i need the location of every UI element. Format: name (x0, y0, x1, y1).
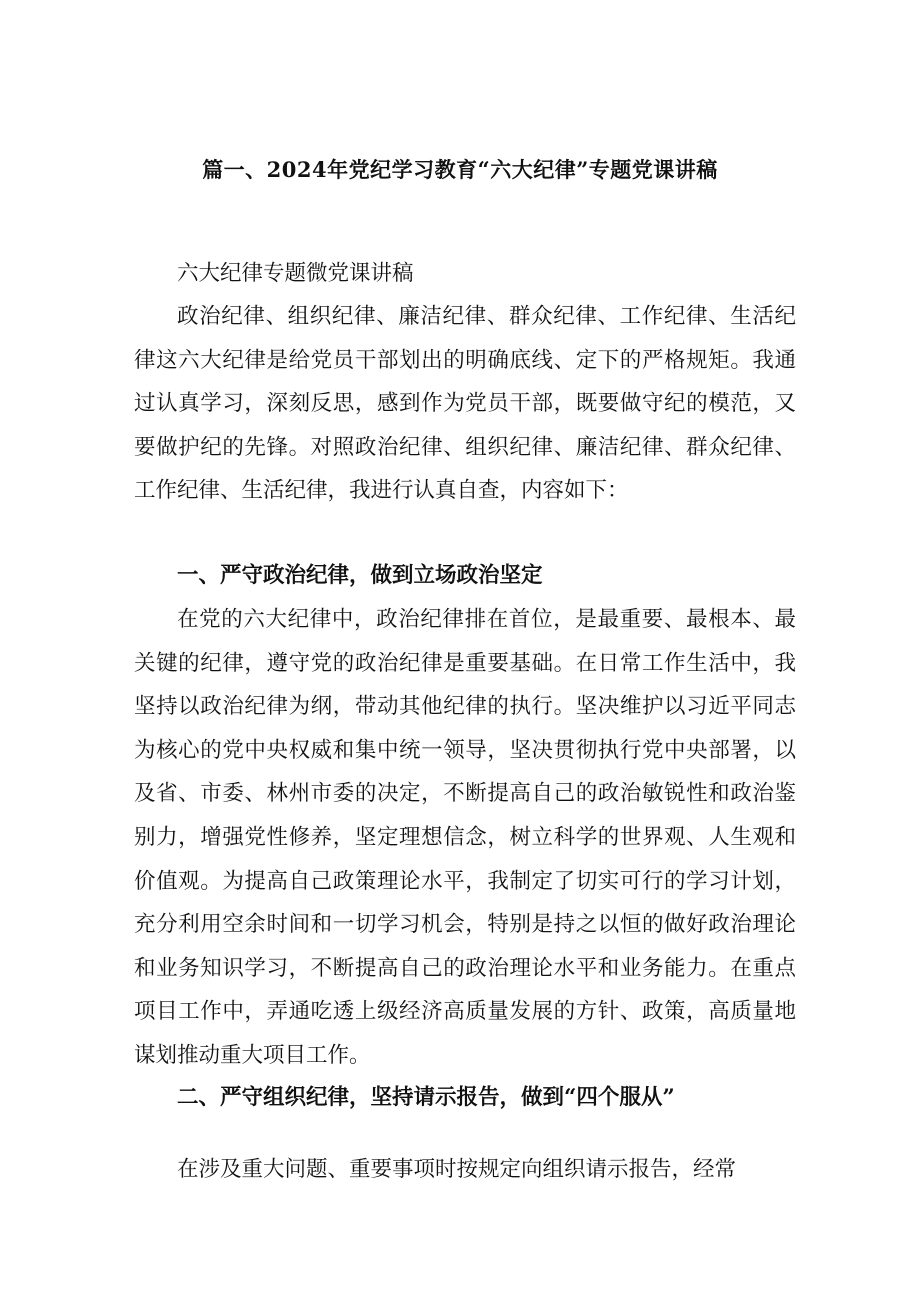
document-subtitle: 六大纪律专题微党课讲稿 (177, 261, 414, 286)
section-1-paragraph: 在党的六大纪律中，政治纪律排在首位，是最重要、最根本、最关键的纪律，遵守党的政治纪律是重要基础。在日常工作生活中，我坚持以政治纪律为纲，带动其他纪律的执行。坚决维护以习近平同志为核心的党中央权威和集中统一领导，坚决贯彻执行党中央部署，以及省、市委、林州市委的决定，不断提高自己的政治敏锐性和政治鉴别力，增强党性修养，坚定理想信念，树立科学的世界观、人生观和价值观。为提高自己政策理论水平，我制定了切实可行的学习计划，充分利用空余时间和一切学习机会，特别是持之以恒的做好政治理论和业务知识学习，不断提高自己的政治理论水平和业务能力。在重点项目工作中，弄通吃透上级经济高质量发展的方针、政策，高质量地谋划推动重大项目工作。 (134, 607, 796, 1068)
intro-paragraph: 政治纪律、组织纪律、廉洁纪律、群众纪律、工作纪律、生活纪律这六大纪律是给党员干部划出的明确底线、定下的严格规矩。我通过认真学习，深刻反思，感到作为党员干部，既要做守纪的模范，又要做护纪的先锋。对照政治纪律、组织纪律、廉洁纪律、群众纪律、工作纪律、生活纪律，我进行认真自查，内容如下： (134, 304, 796, 504)
document-title: 篇一、2024年党纪学习教育“六大纪律”专题党课讲稿 (202, 157, 718, 182)
section-2-paragraph: 在涉及重大问题、重要事项时按规定向组织请示报告，经常 (177, 1157, 737, 1182)
section-1-heading: 一、严守政治纪律，做到立场政治坚定 (177, 563, 543, 588)
section-2-heading: 二、严守组织纪律，坚持请示报告，做到“四个服从” (177, 1085, 675, 1110)
